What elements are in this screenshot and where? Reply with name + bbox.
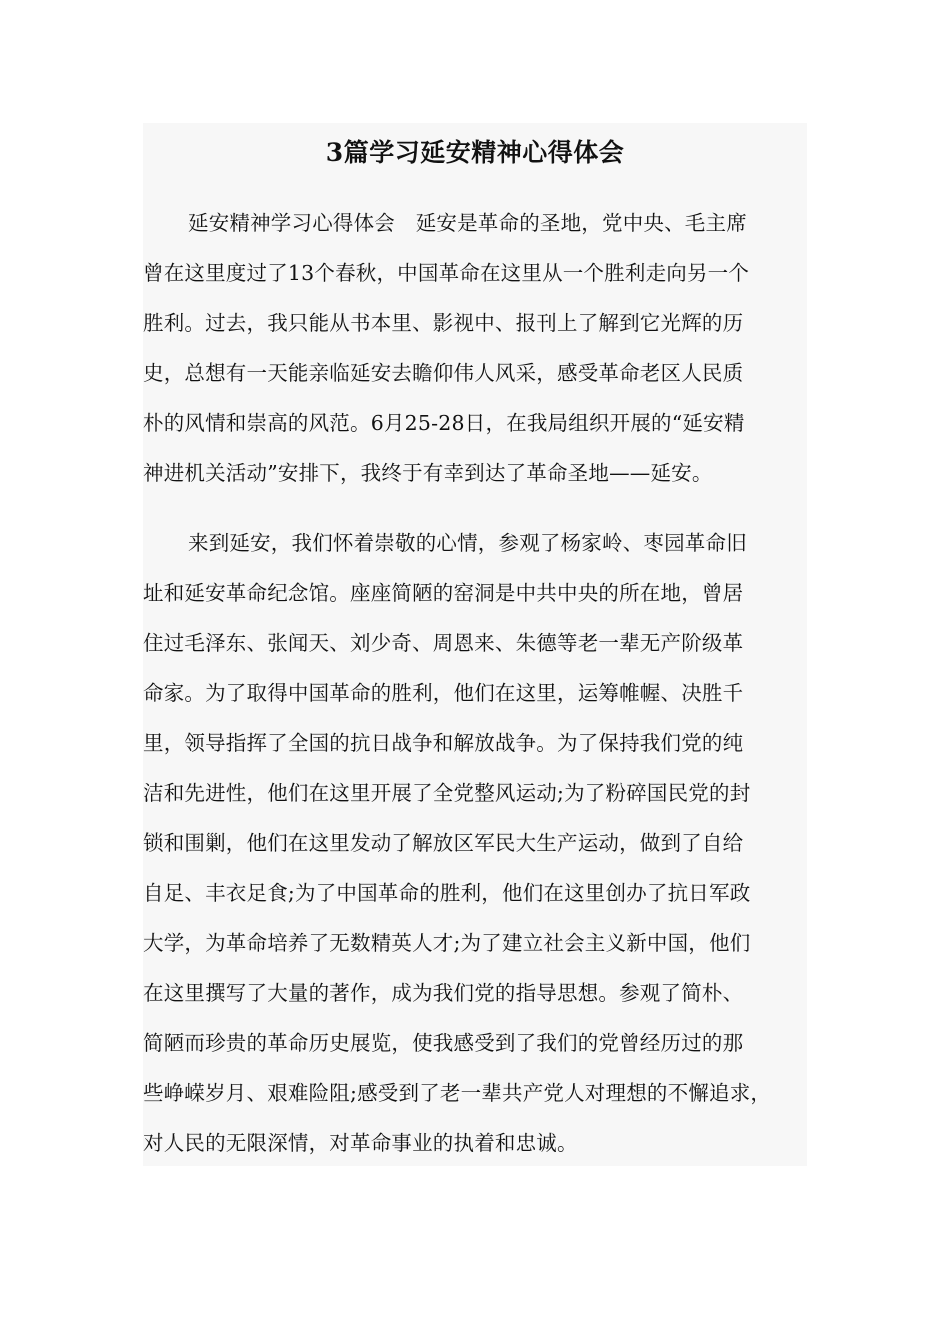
paragraph-line: 址和延安革命纪念馆。座座简陋的窑洞是中共中央的所在地，曾居 [143,581,744,605]
paragraph-1 [143,198,807,498]
paragraph-line: 在这里撰写了大量的著作，成为我们党的指导思想。参观了简朴、 [143,981,744,1005]
paragraph-line: 些峥嵘岁月、艰难险阻;感受到了老一辈共产党人对理想的不懈追求， [143,1081,772,1105]
paragraph-line: 大学，为革命培养了无数精英人才;为了建立社会主义新中国，他们 [143,931,751,955]
paragraph-line: 洁和先进性，他们在这里开展了全党整风运动;为了粉碎国民党的封 [143,781,751,805]
paragraph-line: 朴的风情和崇高的风范。6月25-28日，在我局组织开展的“延安精 [143,411,745,435]
paragraph-line: 简陋而珍贵的革命历史展览，使我感受到了我们的党曾经历过的那 [143,1031,744,1055]
paragraph-line: 对人民的无限深情，对革命事业的执着和忠诚。 [143,1131,578,1155]
paragraph-line: 延安精神学习心得体会 延安是革命的圣地，党中央、毛主席 [188,211,747,235]
paragraph-line: 曾在这里度过了13个春秋，中国革命在这里从一个胜利走向另一个 [143,261,750,285]
paragraph-line: 自足、丰衣足食;为了中国革命的胜利，他们在这里创办了抗日军政 [143,881,751,905]
paragraph-line: 胜利。过去，我只能从书本里、影视中、报刊上了解到它光辉的历 [143,311,744,335]
paragraph-line: 神进机关活动”安排下，我终于有幸到达了革命圣地——延安。 [143,461,713,485]
paragraph-line: 锁和围剿，他们在这里发动了解放区军民大生产运动，做到了自给 [143,831,744,855]
document-title: 3篇学习延安精神心得体会 [325,138,625,167]
paragraph-line: 命家。为了取得中国革命的胜利，他们在这里，运筹帷幄、决胜千 [143,681,744,705]
paragraph-2 [143,518,807,1168]
paragraph-line: 来到延安，我们怀着崇敬的心情，参观了杨家岭、枣园革命旧 [188,531,747,555]
paragraph-line: 史，总想有一天能亲临延安去瞻仰伟人风采，感受革命老区人民质 [143,361,744,385]
paragraph-line: 里，领导指挥了全国的抗日战争和解放战争。为了保持我们党的纯 [143,731,744,755]
paragraph-line: 住过毛泽东、张闻天、刘少奇、周恩来、朱德等老一辈无产阶级革 [143,631,744,655]
